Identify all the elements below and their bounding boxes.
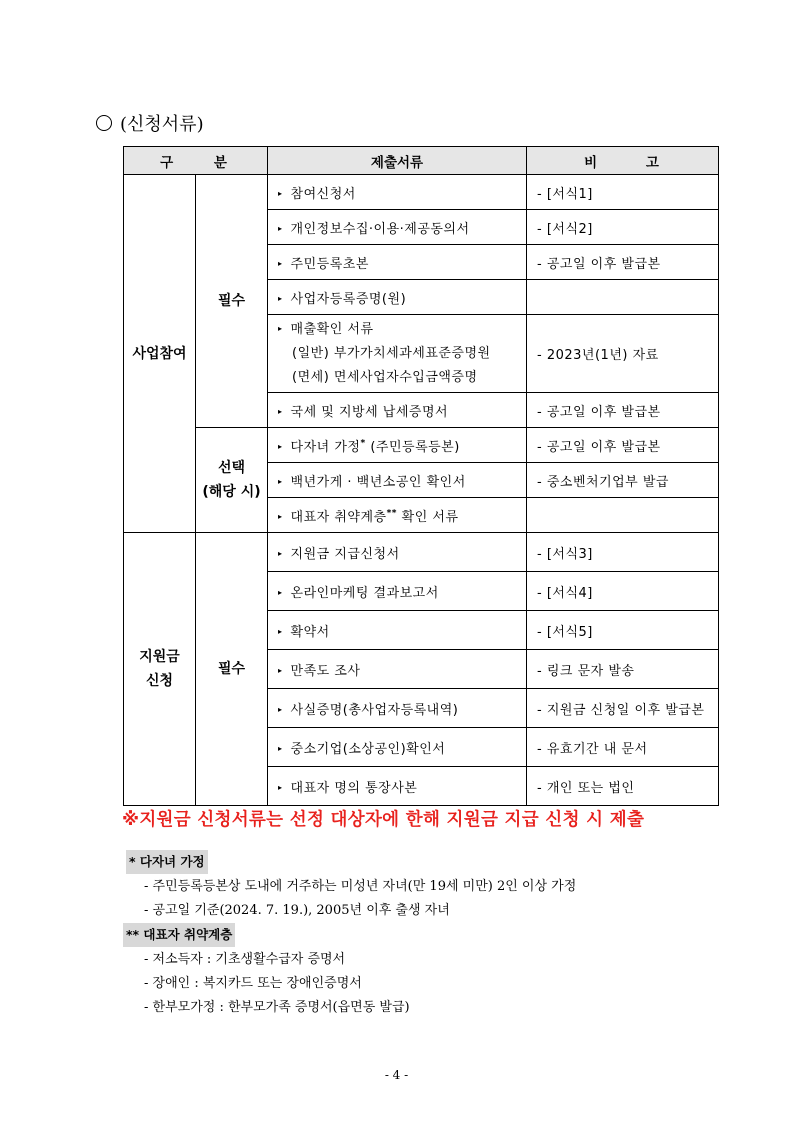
remark-cell: - 2023년(1년) 자료 — [527, 315, 719, 393]
document-cell: ▸ 확약서 — [268, 611, 527, 650]
remark-cell: - [서식2] — [527, 210, 719, 245]
section-title-text: (신청서류) — [120, 114, 204, 135]
header-remarks: 비 고 — [527, 147, 719, 175]
document-cell: ▸ 대표자 명의 통장사본 — [268, 767, 527, 806]
document-cell: ▸ 중소기업(소상공인)확인서 — [268, 728, 527, 767]
table-row — [124, 175, 719, 210]
header-documents: 제출서류 — [268, 147, 527, 175]
triangle-bullet-icon: ▸ — [278, 511, 283, 521]
remark-cell — [527, 498, 719, 533]
triangle-bullet-icon: ▸ — [278, 548, 283, 558]
document-cell: ▸ 지원금 지급신청서 — [268, 533, 527, 572]
triangle-bullet-icon: ▸ — [278, 704, 283, 714]
remark-cell: - 유효기간 내 문서 — [527, 728, 719, 767]
remark-cell: - 지원금 신청일 이후 발급본 — [527, 689, 719, 728]
document-cell: ▸ 매출확인 서류 (일반) 부가가치세과세표준증명원 (면세) 면세사업자수입금액증명 — [268, 315, 527, 393]
remark-cell: - [서식1] — [527, 175, 719, 210]
circle-bullet-icon — [96, 115, 112, 131]
document-cell: ▸ 국세 및 지방세 납세증명서 — [268, 393, 527, 428]
document-cell: ▸ 개인정보수집·이용·제공동의서 — [268, 210, 527, 245]
triangle-bullet-icon: ▸ — [278, 293, 283, 303]
subcategory-required: 필수 — [196, 533, 268, 806]
document-cell: ▸ 백년가게 · 백년소공인 확인서 — [268, 463, 527, 498]
category-business-participation: 사업참여 — [124, 175, 196, 533]
remark-cell: - 공고일 이후 발급본 — [527, 393, 719, 428]
table-header-row — [124, 147, 719, 175]
triangle-bullet-icon: ▸ — [278, 476, 283, 486]
remark-cell — [527, 280, 719, 315]
footnotes — [126, 850, 576, 1020]
document-cell: ▸ 참여신청서 — [268, 175, 527, 210]
triangle-bullet-icon: ▸ — [278, 665, 283, 675]
triangle-bullet-icon: ▸ — [278, 188, 283, 198]
remark-cell: - [서식4] — [527, 572, 719, 611]
subcategory-optional: 선택 (해당 시) — [196, 428, 268, 533]
triangle-bullet-icon: ▸ — [278, 258, 283, 268]
subcategory-required: 필수 — [196, 175, 268, 428]
category-subsidy-application: 지원금 신청 — [124, 533, 196, 806]
remark-cell: - 중소벤처기업부 발급 — [527, 463, 719, 498]
triangle-bullet-icon: ▸ — [278, 406, 283, 416]
remark-cell: - [서식3] — [527, 533, 719, 572]
triangle-bullet-icon: ▸ — [278, 324, 283, 333]
remark-cell: - [서식5] — [527, 611, 719, 650]
remark-cell: - 공고일 이후 발급본 — [527, 428, 719, 463]
triangle-bullet-icon: ▸ — [278, 743, 283, 753]
footnote-line: - 한부모가정 : 한부모가족 증명서(읍면동 발급) — [144, 1000, 410, 1015]
page-number: - 4 - — [384, 1068, 409, 1082]
table-row — [124, 533, 719, 572]
document-cell: ▸ 만족도 조사 — [268, 650, 527, 689]
remark-cell: - 개인 또는 법인 — [527, 767, 719, 806]
triangle-bullet-icon: ▸ — [278, 223, 283, 233]
remark-cell: - 공고일 이후 발급본 — [527, 245, 719, 280]
section-title — [96, 110, 204, 136]
footnote-line: - 저소득자 : 기초생활수급자 증명서 — [144, 952, 346, 967]
footnote-line: - 공고일 기준(2024. 7. 19.), 2005년 이후 출생 자녀 — [144, 903, 450, 918]
table-row — [124, 428, 719, 463]
triangle-bullet-icon: ▸ — [278, 782, 283, 792]
footnote-line: - 장애인 : 복지카드 또는 장애인증명서 — [144, 976, 362, 991]
footnote-line: - 주민등록등본상 도내에 거주하는 미성년 자녀(만 19세 미만) 2인 이상 가정 — [144, 879, 577, 894]
triangle-bullet-icon: ▸ — [278, 441, 283, 451]
document-cell: ▸ 대표자 취약계층** 확인 서류 — [268, 498, 527, 533]
header-category: 구 분 — [124, 147, 268, 175]
document-cell: ▸ 온라인마케팅 결과보고서 — [268, 572, 527, 611]
submission-notice: ※지원금 신청서류는 선정 대상자에 한해 지원금 지급 신청 시 제출 — [122, 810, 645, 830]
remark-cell: - 링크 문자 발송 — [527, 650, 719, 689]
document-cell: ▸ 주민등록초본 — [268, 245, 527, 280]
document-cell: ▸ 사업자등록증명(원) — [268, 280, 527, 315]
document-cell: ▸ 사실증명(총사업자등록내역) — [268, 689, 527, 728]
footnote-heading-multi-child: * 다자녀 가정 — [126, 850, 208, 874]
triangle-bullet-icon: ▸ — [278, 587, 283, 597]
document-cell: ▸ 다자녀 가정* (주민등록등본) — [268, 428, 527, 463]
triangle-bullet-icon: ▸ — [278, 626, 283, 636]
documents-table — [123, 146, 719, 806]
footnote-heading-vulnerable: ** 대표자 취약계층 — [123, 923, 235, 947]
